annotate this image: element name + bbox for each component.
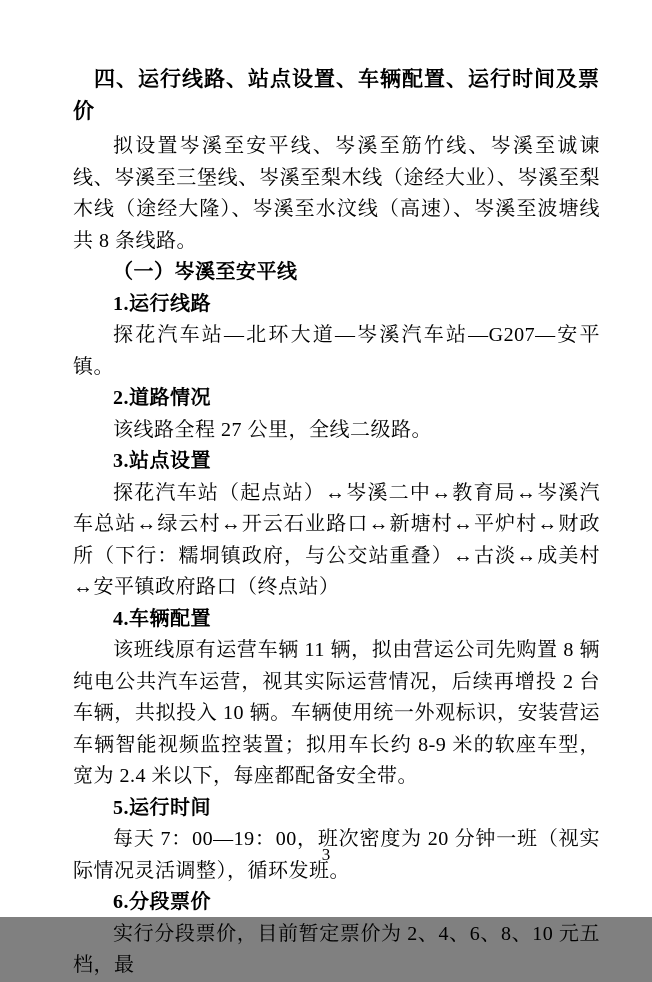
- subsection-body-stations: 探花汽车站（起点站）↔岑溪二中↔教育局↔岑溪汽车总站↔绿云村↔开云石业路口↔新塘村↔平炉村↔财政所（下行：糯垌镇政府，与公交站重叠）↔古淡↔成美村↔安平镇政府路口（终点站）: [73, 481, 600, 598]
- intro-paragraph: 拟设置岑溪至安平线、岑溪至筋竹线、岑溪至诚谏线、岑溪至三堡线、岑溪至梨木线（途经大业）、岑溪至梨木线（途经大隆）、岑溪至水汶线（高速）、岑溪至波塘线共 8 条线路。: [73, 135, 600, 252]
- subsection-heading-road-condition: 2.道路情况: [113, 387, 211, 409]
- subsection-heading-operating-hours: 5.运行时间: [113, 796, 211, 819]
- subsection-body-fares: 实行分段票价，目前暂定票价为 2、4、6、8、10 元五档，最: [73, 922, 600, 976]
- page-number: 3: [321, 845, 331, 864]
- subsection-heading-stations: 3.站点设置: [113, 450, 211, 472]
- section-heading-anping-line: （一）岑溪至安平线: [113, 261, 298, 283]
- subsection-body-operating-hours: 每天 7：00—19：00，班次密度为 20 分钟一班（视实际情况灵活调整），循环发班。: [73, 828, 600, 882]
- subsection-body-road-condition: 该线路全程 27 公里，全线二级路。: [113, 418, 432, 441]
- document-content: [73, 64, 600, 982]
- subsection-heading-fares: 6.分段票价: [113, 891, 211, 913]
- subsection-heading-route: 1.运行线路: [113, 292, 211, 315]
- subsection-heading-vehicles: 4.车辆配置: [113, 607, 211, 630]
- subsection-body-route: 探花汽车站—北环大道—岑溪汽车站—G207—安平镇。: [73, 324, 600, 378]
- subsection-body-vehicles: 该班线原有运营车辆 11 辆，拟由营运公司先购置 8 辆纯电公共汽车运营，视其实际运营情况，后续再增投 2 台车辆，共拟投入 10 辆。车辆使用统一外观标识，安装营运车辆智能视频监控装置；拟用车长约 8-9 米的软座车型，宽为 2.4 米以下，每座都配备安全带。: [73, 639, 600, 787]
- document-title: 四、运行线路、站点设置、车辆配置、运行时间及票价: [73, 68, 600, 123]
